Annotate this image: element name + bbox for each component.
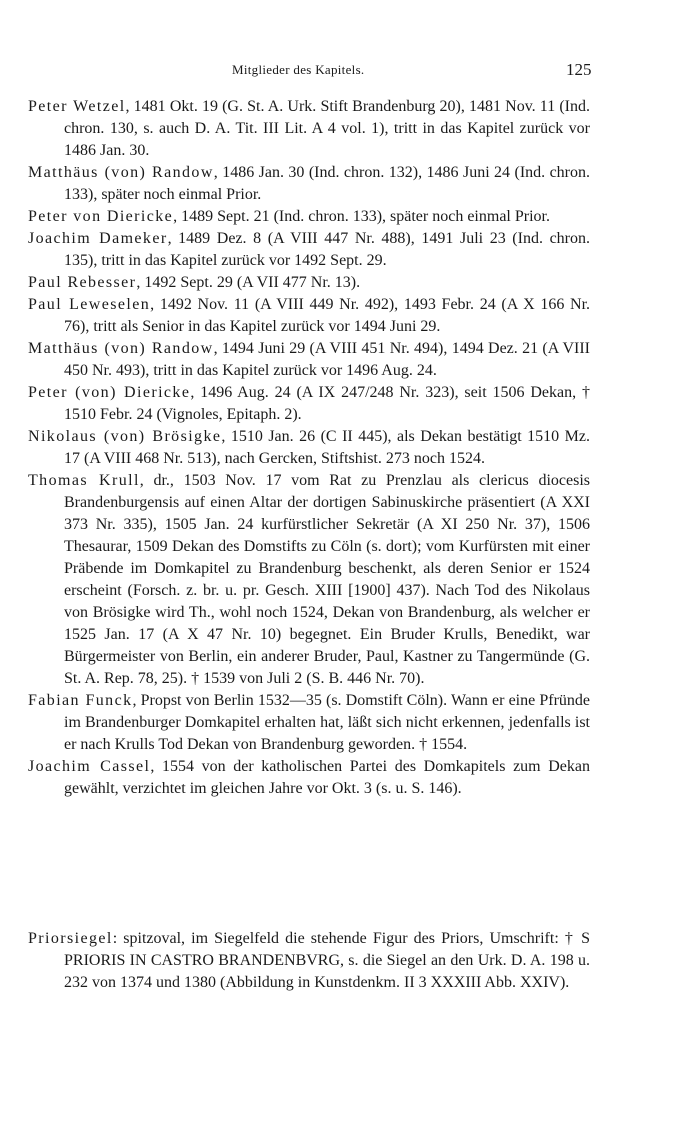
page-number: 125 xyxy=(566,60,592,79)
member-text: , 1496 Aug. 24 (A IX 247/248 Nr. 323), seit 1506 Dekan, † 1510 Febr. 24 (Vignoles, Epitaph. 2). xyxy=(64,384,591,423)
member-name: Peter Wetzel xyxy=(28,98,126,115)
member-text: , 1489 Dez. 8 (A VIII 447 Nr. 488), 1491 Juli 23 (Ind. chron. 135), tritt in das Kapitel zurück vor 1492 Sept. 29. xyxy=(64,230,590,269)
member-entry xyxy=(28,228,590,272)
member-text: , 1489 Sept. 21 (Ind. chron. 133), später noch einmal Prior. xyxy=(173,208,550,225)
member-entry xyxy=(28,338,590,382)
header-title: Mitglieder des Kapitels. xyxy=(232,62,365,77)
member-name: Nikolaus (von) Brösigke xyxy=(28,428,222,445)
seal-description xyxy=(28,928,590,994)
member-name: Fabian Funck xyxy=(28,692,133,709)
member-name: Thomas Krull xyxy=(28,472,140,489)
member-name: Joachim Dameker xyxy=(28,230,168,247)
member-entry xyxy=(28,294,590,338)
member-text: , 1486 Jan. 30 (Ind. chron. 132), 1486 Juni 24 (Ind. chron. 133), später noch einmal Prior. xyxy=(64,164,591,203)
member-text: , 1510 Jan. 26 (C II 445), als Dekan bestätigt 1510 Mz. 17 (A VIII 468 Nr. 513), nach Gercken, Stiftshist. 273 noch 1524. xyxy=(64,428,590,467)
member-name: Peter von Diericke xyxy=(28,208,174,225)
member-name: Matthäus (von) Randow xyxy=(28,340,214,357)
member-list xyxy=(28,96,590,800)
member-text: , 1554 von der katholischen Partei des Domkapitels zum Dekan gewählt, verzichtet im gleichen Jahre vor Okt. 3 (s. u. S. 146). xyxy=(64,758,590,797)
seal-name: Priorsiegel xyxy=(28,930,113,947)
member-entry xyxy=(28,690,590,756)
member-text: , 1492 Nov. 11 (A VIII 449 Nr. 492), 1493 Febr. 24 (A X 166 Nr. 76), tritt als Senior in das Kapitel zurück vor 1494 Juni 29. xyxy=(64,296,591,335)
member-text: , 1492 Sept. 29 (A VII 477 Nr. 13). xyxy=(136,274,361,291)
member-entry xyxy=(28,382,590,426)
member-entry xyxy=(28,426,590,470)
member-entry xyxy=(28,206,590,228)
member-name: Peter (von) Diericke xyxy=(28,384,191,401)
running-header xyxy=(0,62,700,82)
member-text: , 1481 Okt. 19 (G. St. A. Urk. Stift Brandenburg 20), 1481 Nov. 11 (Ind. chron. 130, s. auch D. A. Tit. III Lit. A 4 vol. 1), tritt in das Kapitel zurück vor 1486 Jan. 30. xyxy=(64,98,590,159)
member-text: , dr., 1503 Nov. 17 vom Rat zu Prenzlau als clericus diocesis Brandenburgensis auf einen Altar der dortigen Sabinuskirche präsentiert (A XXI 373 Nr. 335), 1505 Jan. 24 kurfürstlicher Sekretär (A XI 250 Nr. 37), 1506 Thesaurar, 1509 Dekan des Domstifts zu Cöln (s. dort); vom Kurfürsten mit einer Präbende im Domkapitel zu Brandenburg beschenkt, als deren Senior er 1524 erscheint (Forsch. z. br. u. pr. Gesch. XIII [1900] 437). Nach Tod des Nikolaus von Brösigke wird Th., wohl noch 1524, Dekan von Brandenburg, als welcher er 1525 Jan. 17 (A X 47 Nr. 10) begegnet. Ein Bruder Krulls, Benedikt, war Bürgermeister von Berlin, ein anderer Bruder, Paul, Kastner zu Tangermünde (G. St. A. Rep. 78, 25). † 1539 von Juli 2 (S. B. 446 Nr. 70). xyxy=(64,472,590,687)
member-text: , Propst von Berlin 1532—35 (s. Domstift Cöln). Wann er eine Pfründe im Brandenburger Domkapitel erhalten hat, läßt sich nicht erkennen, jedenfalls ist er nach Krulls Tod Dekan von Brandenburg geworden. † 1554. xyxy=(64,692,590,753)
member-entry xyxy=(28,162,590,206)
seal-paragraph xyxy=(28,928,590,994)
member-text: , 1494 Juni 29 (A VIII 451 Nr. 494), 1494 Dez. 21 (A VIII 450 Nr. 493), tritt in das Kapitel zurück vor 1496 Aug. 24. xyxy=(64,340,590,379)
member-name: Matthäus (von) Randow xyxy=(28,164,214,181)
member-entry xyxy=(28,470,590,690)
seal-text: : spitzoval, im Siegelfeld die stehende Figur des Priors, Umschrift: † S PRIORIS IN CASTRO BRANDENBVRG, s. die Siegel an den Urk. D. A. 198 u. 232 von 1374 und 1380 (Abbildung in Kunstdenkm. II 3 XXXIII Abb. XXIV). xyxy=(64,930,590,991)
member-entry xyxy=(28,96,590,162)
member-entry xyxy=(28,756,590,800)
member-name: Joachim Cassel xyxy=(28,758,151,775)
member-entry xyxy=(28,272,590,294)
member-name: Paul Leweselen xyxy=(28,296,151,313)
member-name: Paul Rebesser xyxy=(28,274,137,291)
